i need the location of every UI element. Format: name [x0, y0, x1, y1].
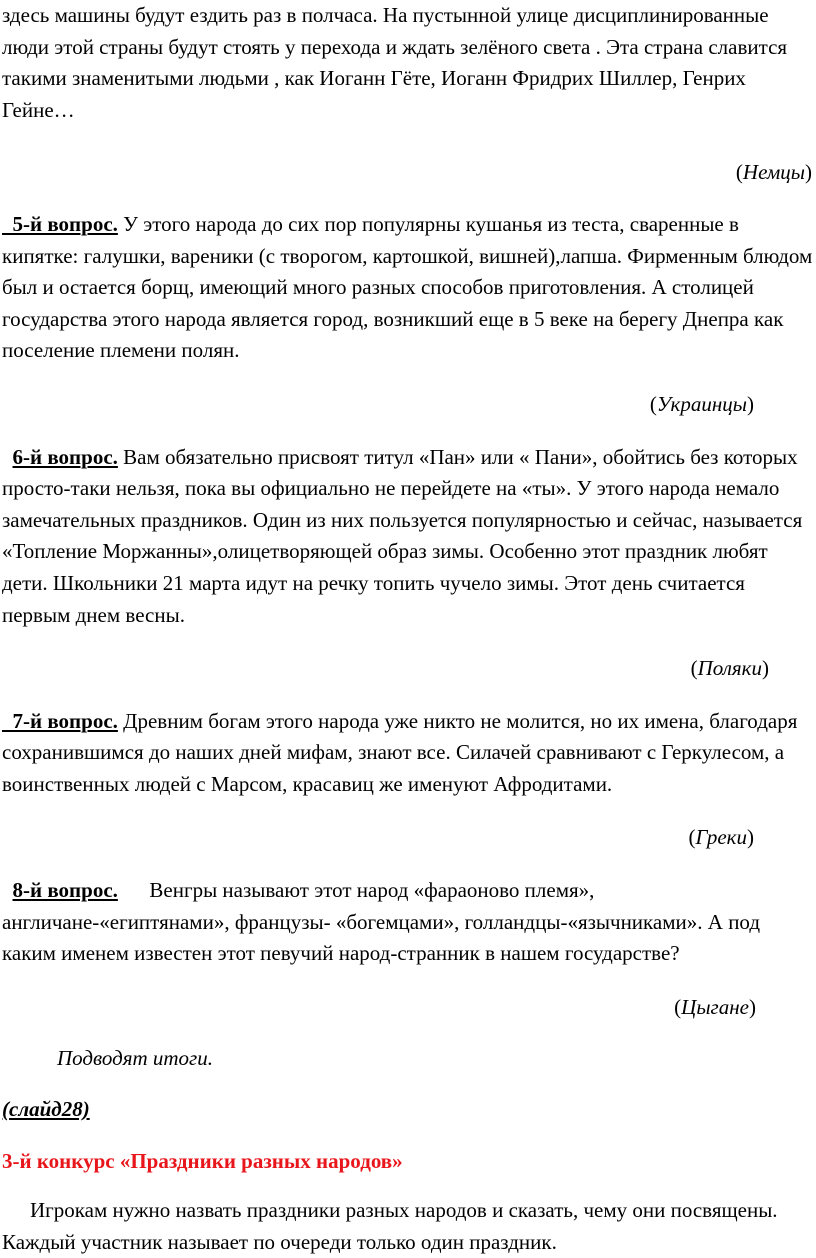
document-page	[2, 0, 814, 1258]
slide-reference: (слайд28)	[2, 1097, 90, 1122]
question-7-text: Древним богам этого народа уже никто не молится, но их имена, благодаря сохранившимся до наших дней мифам, знают все. Силачей сравнивают с Геркулесом, а воинственных людей с Марсом, красавиц же именуют Афродитами.	[2, 708, 798, 796]
answer-q5: (Украинцы)	[649, 391, 754, 416]
intro-paragraph: здесь машины будут ездить раз в полчаса. На пустынной улице дисциплинированные люди этой страны будут стоять у перехода и ждать зелёного света . Эта страна славится такими знаменитыми людьми , как Иоганн Гёте, Иоганн Фридрих Шиллер, Генрих Гейне…	[2, 3, 788, 122]
question-8-text: Венгры называют этот народ «фараоново племя», англичане-«египтянами», французы- «богемцами», голландцы-«язычниками». А под каким именем известен этот певучий народ-странник в нашем государстве?	[2, 878, 761, 966]
question-6-text: Вам обязательно присвоят титул «Пан» или « Пани», обойтись без которых просто-таки нельзя, пока вы официально не перейдете на «ты». У этого народа немало замечательных праздников. Один из них пользуется популярностью и сейчас, называется «Топление Моржанны»,олицетворяющей образ зимы. Особенно этот праздник любят дети. Школьники 21 марта идут на речку топить чучело зимы. Этот день считается первым днем весны.	[2, 444, 803, 627]
answer-q6: (Поляки)	[690, 656, 769, 681]
answer-q5-text: Украинцы	[656, 391, 747, 416]
answer-q8-text: Цыгане	[681, 994, 749, 1019]
answer-q6-text: Поляки	[697, 656, 762, 681]
question-5-text: У этого народа до сих пор популярны кушанья из теста, сваренные в кипятке: галушки, вареники (с творогом, картошкой, вишней),лапша. Фирменным блюдом был и остается борщ, имеющий много разных способов приготовления. А столицей государства этого народа является город, возникший еще в 5 веке на берегу Днепра как поселение племени полян.	[2, 211, 813, 363]
question-7-label: 7-й вопрос.	[12, 708, 118, 733]
summary-line: Подводят итоги.	[57, 1046, 213, 1071]
answer-q4-text: Немцы	[742, 160, 805, 185]
question-8	[2, 875, 814, 970]
answer-q4: (Немцы)	[735, 160, 812, 185]
question-6-label: 6-й вопрос.	[12, 444, 118, 469]
question-5	[2, 209, 814, 367]
contest-title: 3-й конкурс «Праздники разных народов»	[2, 1148, 403, 1173]
contest-task: Игрокам нужно назвать праздники разных народов и сказать, чему они посвящены. Каждый участник называет по очереди только один праздник.	[2, 1198, 778, 1254]
question-5-label: 5-й вопрос.	[12, 211, 118, 236]
answer-q8: (Цыгане)	[674, 994, 756, 1019]
question-6	[2, 442, 814, 632]
question-8-label: 8-й вопрос.	[12, 878, 118, 903]
answer-q7: (Греки)	[688, 825, 754, 850]
answer-q7-text: Греки	[695, 825, 747, 850]
question-7	[2, 706, 814, 801]
